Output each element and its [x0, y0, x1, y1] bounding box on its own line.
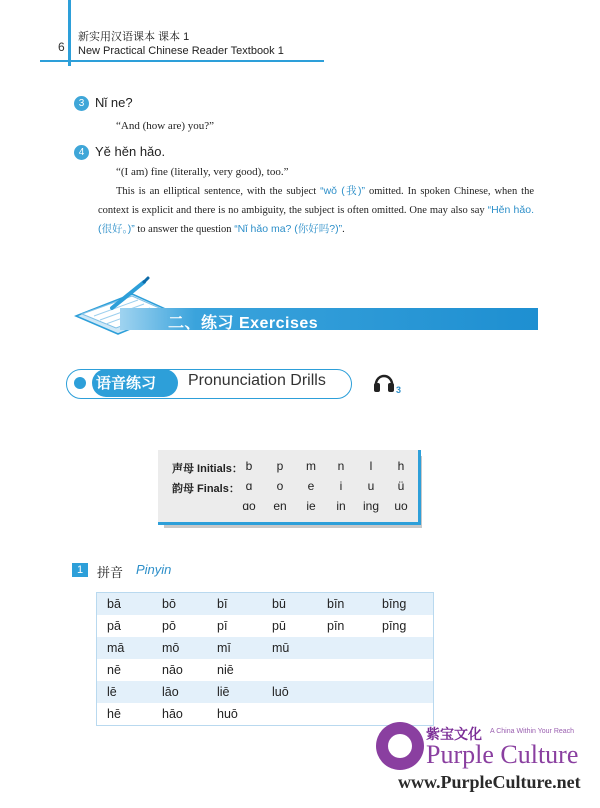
header-rule: [40, 60, 324, 62]
para-text-4: .: [342, 224, 345, 235]
pinyin-table: [96, 592, 434, 726]
final-sound: ing: [362, 499, 379, 513]
table-cell: [372, 659, 427, 681]
table-cell: lē: [107, 685, 117, 699]
running-header-en: New Practical Chinese Reader Textbook 1: [78, 45, 284, 57]
final-sound: ɑ: [245, 479, 253, 493]
exercise-number-badge: 1: [72, 563, 88, 577]
table-cell: liē: [217, 685, 230, 699]
pronunciation-title-cn: 语音练习: [96, 375, 157, 392]
table-cell: mā: [107, 641, 125, 655]
note-4-marker: 4: [74, 145, 89, 160]
table-cell: [317, 681, 372, 703]
table-cell: [262, 659, 317, 681]
table-cell: pī: [217, 619, 228, 633]
final-sound: en: [273, 499, 287, 513]
table-cell: nāo: [162, 663, 183, 677]
table-cell: mō: [162, 641, 180, 655]
final-sound: e: [307, 479, 315, 493]
initial-sound: m: [306, 459, 316, 473]
table-cell: hē: [107, 707, 121, 721]
bullet-dot-icon: [74, 377, 86, 389]
page-number: 6: [58, 40, 65, 54]
table-row: [97, 593, 433, 615]
note-4-pinyin: Yě hěn hǎo.: [95, 144, 166, 159]
final-sound: ü: [397, 479, 405, 493]
running-header-cn: 新实用汉语课本 课本 1: [78, 31, 190, 43]
table-cell: luō: [272, 685, 289, 699]
final-sound: ɑo: [242, 499, 256, 513]
initials-row: [234, 459, 416, 473]
table-cell: bī: [217, 597, 228, 611]
table-cell: pīn: [327, 619, 345, 633]
note-4-heading: [74, 144, 165, 160]
finals-row-2: [234, 499, 416, 513]
final-sound: in: [336, 499, 346, 513]
note-3-heading: [74, 95, 133, 111]
table-cell: bā: [107, 597, 121, 611]
note-3-pinyin: Nǐ ne?: [95, 95, 133, 110]
pronunciation-title-en: Pronunciation Drills: [188, 372, 326, 389]
table-cell: mū: [272, 641, 290, 655]
watermark-tagline: A China Within Your Reach: [490, 728, 575, 735]
para-quote-hen-hao: “Hěn hǎo. (很好。)”: [98, 204, 534, 235]
table-cell: [372, 681, 427, 703]
table-cell: pū: [272, 619, 286, 633]
watermark-chinese: 紫宝文化: [426, 726, 482, 742]
note-4-paragraph: [98, 182, 534, 239]
table-cell: lāo: [162, 685, 179, 699]
table-cell: huō: [217, 707, 238, 721]
final-sound: ie: [306, 499, 316, 513]
table-cell: bō: [162, 597, 176, 611]
table-cell: mī: [217, 641, 231, 655]
final-sound: i: [339, 479, 343, 493]
running-header: [78, 30, 284, 58]
para-text-1: This is an elliptical sentence, with the subject: [116, 186, 321, 197]
header-vertical-rule: [68, 0, 71, 66]
pinyin-title-cn: 拼音: [97, 565, 124, 580]
finals-row-1: [234, 479, 416, 493]
note-3-translation: “And (how are) you?”: [116, 120, 215, 132]
logo-spiral-icon: [388, 734, 412, 758]
table-row: [97, 703, 433, 725]
table-row: [97, 659, 433, 681]
initial-sound: h: [397, 459, 405, 473]
table-cell: [372, 637, 427, 659]
table-row: [97, 681, 433, 703]
headphones-icon[interactable]: [372, 370, 396, 394]
initial-sound: n: [337, 459, 345, 473]
table-cell: [317, 659, 372, 681]
table-cell: hāo: [162, 707, 183, 721]
table-cell: [317, 637, 372, 659]
para-quote-ni-hao-ma: “Nǐ hǎo ma? (你好吗?)”: [234, 223, 343, 235]
table-cell: bū: [272, 597, 286, 611]
final-sound: o: [276, 479, 284, 493]
finals-label: 韵母 Finals：: [172, 483, 240, 495]
initial-sound: p: [276, 459, 284, 473]
table-cell: [317, 703, 372, 725]
table-cell: bīng: [382, 597, 407, 611]
table-cell: pīng: [382, 619, 407, 633]
initial-sound: b: [245, 459, 253, 473]
table-cell: nē: [107, 663, 121, 677]
final-sound: uo: [394, 499, 408, 513]
initial-sound: l: [369, 459, 373, 473]
table-cell: [262, 703, 317, 725]
pinyin-title-en: Pinyin: [136, 562, 172, 577]
table-cell: bīn: [327, 597, 345, 611]
para-text-3: to answer the question: [134, 224, 235, 235]
para-text-2: omitted. In spoken Chinese, when the context is explicit and there is no ambiguity, the subject is often omitted. One may also say: [98, 186, 535, 216]
exercises-heading: 二、练习 Exercises: [168, 315, 319, 332]
note-4-translation: “(I am) fine (literally, very good), too.”: [116, 166, 289, 178]
audio-track-number: 3: [396, 385, 402, 395]
watermark-brand: Purple Culture: [426, 740, 579, 769]
final-sound: u: [367, 479, 375, 493]
watermark-url: www.PurpleCulture.net: [398, 772, 581, 792]
table-cell: pā: [107, 619, 121, 633]
initials-label: 声母 Initials：: [172, 463, 243, 475]
para-quote-wo: “wǒ (我)”: [320, 185, 365, 197]
table-cell: niē: [217, 663, 234, 677]
table-row: [97, 615, 433, 637]
table-cell: pō: [162, 619, 176, 633]
table-row: [97, 637, 433, 659]
note-3-marker: 3: [74, 96, 89, 111]
